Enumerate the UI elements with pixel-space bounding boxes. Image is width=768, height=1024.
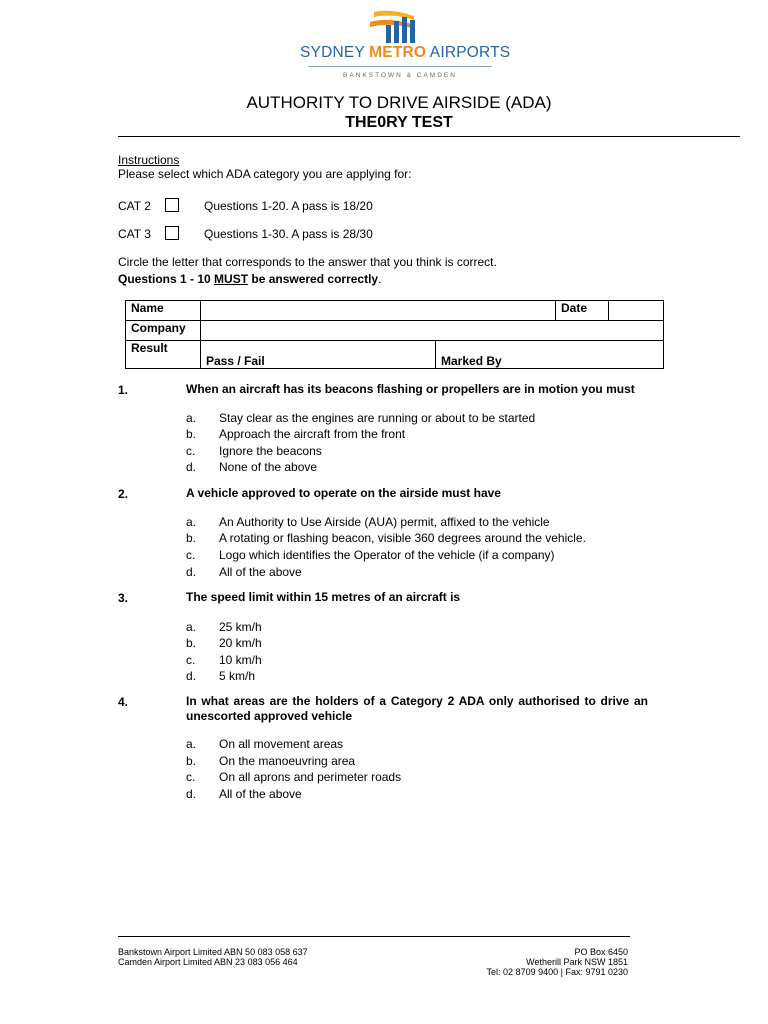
footer-address: Wetherill Park NSW 1851 bbox=[526, 957, 628, 967]
instructions-text: Please select which ADA category you are applying for: bbox=[118, 167, 412, 181]
question-4-option-a: On all movement areas bbox=[219, 737, 344, 751]
question-2-number: 2. bbox=[118, 487, 129, 501]
question-3-option-c: 10 km/h bbox=[219, 653, 262, 667]
footer-right bbox=[487, 947, 628, 977]
logo-word-1: SYDNEY bbox=[300, 44, 370, 61]
question-1-option-c-letter[interactable]: c. bbox=[186, 444, 196, 458]
question-1-option-b-letter[interactable]: b. bbox=[186, 427, 197, 441]
table-row-name bbox=[126, 301, 664, 321]
question-1-option-a: Stay clear as the engines are running or about to be started bbox=[219, 411, 536, 425]
question-3-option-b: 20 km/h bbox=[219, 636, 262, 650]
question-2-option-b-letter[interactable]: b. bbox=[186, 531, 197, 545]
question-1-option-d: None of the above bbox=[219, 460, 318, 474]
question-2-option-d-letter[interactable]: d. bbox=[186, 565, 197, 579]
name-label: Name bbox=[126, 301, 201, 321]
logo-word-2: METRO bbox=[369, 44, 427, 61]
question-3-option-d-letter[interactable]: d. bbox=[186, 669, 197, 683]
document-subtitle: THE0RY TEST bbox=[345, 114, 453, 131]
question-4-text: In what areas are the holders of a Category 2 ADA only authorised to drive an unescorted approved vehicle bbox=[186, 694, 648, 723]
footer-bankstown: Bankstown Airport Limited ABN 50 083 058 637 bbox=[118, 947, 308, 957]
marked-by-field[interactable]: Marked By bbox=[436, 341, 664, 369]
company-label: Company bbox=[126, 321, 201, 341]
footer-camden: Camden Airport Limited ABN 23 083 056 464 bbox=[118, 957, 298, 967]
candidate-info-table bbox=[125, 300, 664, 369]
question-4-option-d-letter[interactable]: d. bbox=[186, 787, 197, 801]
footer-left bbox=[118, 947, 308, 967]
cat2-checkbox[interactable] bbox=[165, 198, 179, 212]
date-field[interactable] bbox=[609, 301, 664, 321]
question-3-text: The speed limit within 15 metres of an aircraft is bbox=[186, 590, 461, 604]
cat3-description: Questions 1-30. A pass is 28/30 bbox=[204, 227, 373, 241]
company-logo bbox=[300, 6, 511, 86]
logo-word-3: AIRPORTS bbox=[426, 44, 511, 61]
question-2-option-d: All of the above bbox=[219, 565, 302, 579]
question-1-option-c: Ignore the beacons bbox=[219, 444, 322, 458]
footer-rule bbox=[118, 936, 630, 937]
instructions-label: Instructions bbox=[118, 153, 180, 167]
question-2-option-a-letter[interactable]: a. bbox=[186, 515, 197, 529]
question-4-number: 4. bbox=[118, 695, 129, 709]
document-title: AUTHORITY TO DRIVE AIRSIDE (ADA) bbox=[246, 93, 552, 112]
footer-po-box: PO Box 6450 bbox=[574, 947, 628, 957]
logo-wordmark bbox=[300, 44, 511, 62]
question-1-option-d-letter[interactable]: d. bbox=[186, 460, 197, 474]
logo-subtitle: BANKSTOWN & CAMDEN bbox=[343, 72, 457, 79]
question-3-option-d: 5 km/h bbox=[219, 669, 256, 683]
cat2-label: CAT 2 bbox=[118, 199, 151, 213]
question-1-number: 1. bbox=[118, 383, 129, 397]
question-4-option-a-letter[interactable]: a. bbox=[186, 737, 197, 751]
table-row-result bbox=[126, 341, 664, 369]
name-field[interactable] bbox=[201, 301, 556, 321]
question-3-number: 3. bbox=[118, 591, 129, 605]
question-4-option-d: All of the above bbox=[219, 787, 302, 801]
date-label: Date bbox=[556, 301, 609, 321]
question-4-option-b: On the manoeuvring area bbox=[219, 754, 356, 768]
question-3-option-b-letter[interactable]: b. bbox=[186, 636, 197, 650]
question-1-text: When an aircraft has its beacons flashing or propellers are in motion you must bbox=[186, 382, 635, 396]
question-3-option-c-letter[interactable]: c. bbox=[186, 653, 196, 667]
question-1-option-b: Approach the aircraft from the front bbox=[219, 427, 406, 441]
footer-contact: Tel: 02 8709 9400 | Fax: 9791 0230 bbox=[486, 967, 628, 977]
must-prefix: Questions 1 - 10 bbox=[118, 272, 215, 286]
must-suffix: be answered correctly bbox=[248, 272, 379, 286]
question-2-text: A vehicle approved to operate on the airside must have bbox=[186, 486, 501, 500]
question-2-option-a: An Authority to Use Airside (AUA) permit, affixed to the vehicle bbox=[219, 515, 550, 529]
question-2-option-c-letter[interactable]: c. bbox=[186, 548, 196, 562]
result-label: Result bbox=[126, 341, 201, 369]
question-3-option-a-letter[interactable]: a. bbox=[186, 620, 197, 634]
question-4-option-b-letter[interactable]: b. bbox=[186, 754, 197, 768]
must-answer-note bbox=[118, 272, 381, 286]
table-row-company bbox=[126, 321, 664, 341]
company-field[interactable] bbox=[201, 321, 664, 341]
question-4-option-c: On all aprons and perimeter roads bbox=[219, 770, 402, 784]
must-word: MUST bbox=[214, 272, 249, 286]
question-2-option-c: Logo which identifies the Operator of the vehicle (if a company) bbox=[219, 548, 555, 562]
must-period: . bbox=[378, 272, 382, 286]
pass-fail-field[interactable]: Pass / Fail bbox=[201, 341, 436, 369]
circle-instruction: Circle the letter that corresponds to the answer that you think is correct. bbox=[118, 255, 497, 269]
logo-mark-icon bbox=[366, 8, 426, 44]
cat3-checkbox[interactable] bbox=[165, 226, 179, 240]
header-rule bbox=[118, 136, 740, 137]
question-1-option-a-letter[interactable]: a. bbox=[186, 411, 197, 425]
logo-divider bbox=[308, 66, 492, 67]
question-2-option-b: A rotating or flashing beacon, visible 360 degrees around the vehicle. bbox=[219, 531, 586, 545]
question-4-option-c-letter[interactable]: c. bbox=[186, 770, 196, 784]
question-3-option-a: 25 km/h bbox=[219, 620, 262, 634]
cat2-description: Questions 1-20. A pass is 18/20 bbox=[204, 199, 373, 213]
cat3-label: CAT 3 bbox=[118, 227, 151, 241]
